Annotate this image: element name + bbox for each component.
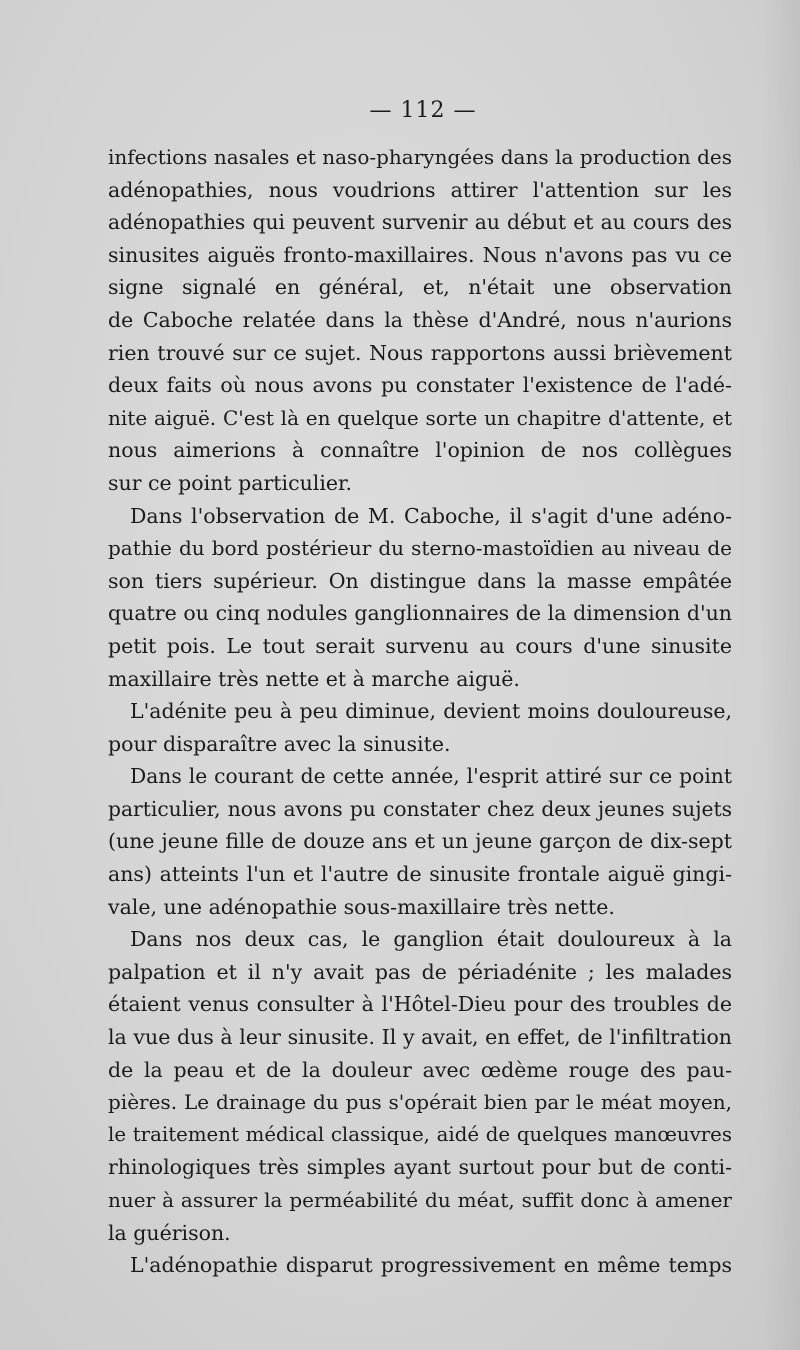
text-line: petit pois. Le tout serait survenu au cours d'une sinusite [108, 633, 732, 658]
text-line: étaient venus consulter à l'Hôtel-Dieu pour des troubles de [108, 992, 732, 1017]
text-line: la vue dus à leur sinusite. Il y avait, en effet, de l'infiltration [108, 1025, 732, 1050]
text-line: palpation et il n'y avait pas de périadénite ; les malades [108, 959, 732, 984]
text-line: quatre ou cinq nodules ganglionnaires de la dimension d'un [108, 601, 732, 626]
text-line: vale, une adénopathie sous-maxillaire très nette. [108, 894, 615, 919]
text-line: pathie du bord postérieur du sterno-mastoïdien au niveau de [108, 536, 732, 561]
text-line: adénopathies qui peuvent survenir au début et au cours des [108, 210, 732, 235]
text-line: nite aiguë. C'est là en quelque sorte un chapitre d'attente, et [108, 405, 732, 430]
text-line: deux faits où nous avons pu constater l'existence de l'adé- [108, 373, 732, 398]
paragraph-start-line: Dans le courant de cette année, l'esprit attiré sur ce point [130, 764, 732, 789]
text-line: nous aimerions à connaître l'opinion de nos collègues [108, 438, 732, 463]
text-line: signe signalé en général, et, n'était une observation [108, 275, 732, 300]
text-line: pières. Le drainage du pus s'opérait bien par le méat moyen, [108, 1090, 732, 1115]
page-shadow [760, 0, 800, 1350]
text-line: rhinologiques très simples ayant surtout pour but de conti- [108, 1155, 732, 1180]
paragraph-start-line: L'adénopathie disparut progressivement en même temps [130, 1253, 732, 1278]
paragraph-start-line: Dans l'observation de M. Caboche, il s'agit d'une adéno- [130, 503, 732, 528]
text-line: son tiers supérieur. On distingue dans la masse empâtée [108, 568, 732, 593]
paragraph-start-line: Dans nos deux cas, le ganglion était douloureux à la [130, 927, 732, 952]
text-line: rien trouvé sur ce sujet. Nous rapportons aussi brièvement [108, 340, 732, 365]
text-line: de Caboche relatée dans la thèse d'André, nous n'aurions [108, 307, 732, 332]
text-line: la guérison. [108, 1220, 231, 1245]
text-line: de la peau et de la douleur avec œdème rouge des pau- [108, 1057, 732, 1082]
text-line: sur ce point particulier. [108, 470, 353, 495]
page-number: — 112 — [369, 98, 477, 123]
paragraph-start-line: L'adénite peu à peu diminue, devient moins douloureuse, [130, 699, 732, 724]
text-line: (une jeune fille de douze ans et un jeune garçon de dix-sept [108, 829, 732, 854]
text-line: nuer à assurer la perméabilité du méat, suffit donc à amener [108, 1188, 732, 1212]
text-line: ans) atteints l'un et l'autre de sinusite frontale aiguë gingi- [108, 862, 732, 887]
text-line: adénopathies, nous voudrions attirer l'attention sur les [108, 177, 732, 202]
text-line: pour disparaître avec la sinusite. [108, 731, 451, 756]
body-text [108, 141, 732, 1282]
text-line: sinusites aiguës fronto-maxillaires. Nous n'avons pas vu ce [108, 242, 732, 267]
text-line: le traitement médical classique, aidé de quelques manœuvres [108, 1122, 732, 1146]
text-line: particulier, nous avons pu constater chez deux jeunes sujets [108, 796, 732, 821]
text-line: maxillaire très nette et à marche aiguë. [108, 666, 520, 691]
text-line: infections nasales et naso-pharyngées dans la production des [108, 145, 732, 169]
